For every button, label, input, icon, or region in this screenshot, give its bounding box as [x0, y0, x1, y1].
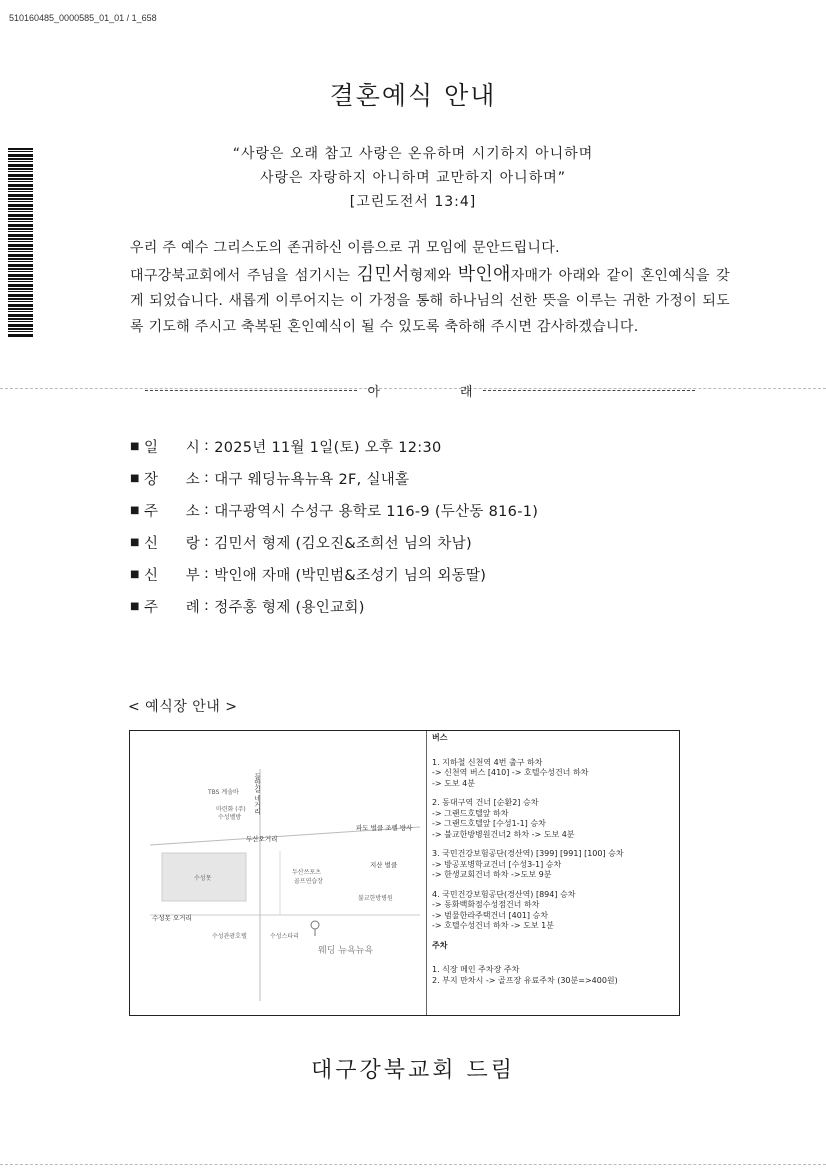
- map-label-park: 두산쓰포츠: [292, 869, 321, 876]
- divider-right: 래: [460, 385, 473, 400]
- map-label-hotel: 수성관광호텔: [212, 933, 247, 940]
- directions-panel: [432, 733, 676, 986]
- map-label-park2: 골프연습장: [294, 878, 323, 885]
- detail-bride: ■ 신 부 : 박인애 자매 (박민범&조성기 님의 외동딸): [130, 558, 730, 590]
- intro-text: [130, 236, 730, 340]
- map-label-hospital: 불교한방병원: [358, 895, 393, 902]
- detail-groom: ■ 신 랑 : 김민서 형제 (김오진&조희선 님의 차남): [130, 526, 730, 558]
- intro-body-start: 대구강북교회에서 주님을 섬기시는: [130, 267, 357, 284]
- parking-heading: 주차: [432, 940, 448, 950]
- bottom-edge-line: [0, 1164, 826, 1165]
- quote-source: [고린도전서 13:4]: [349, 194, 477, 210]
- bullet-icon: ■: [130, 472, 140, 484]
- map-label-lake: 수성못: [194, 875, 212, 882]
- intro-body: [130, 262, 730, 341]
- map-label-venue: 웨딩 뉴욕뉴욕: [318, 946, 374, 956]
- bus-route-3: 3. 국민건강보험공단(경산역) [399] [991] [100] 승차 -> 방공포병학교건너 [수성3-1] 승차 -> 한생교회건너 하차 ->도보 9분: [432, 849, 624, 879]
- bus-route-1: 1. 지하철 신천역 4번 출구 하차 -> 신천역 버스 [410] -> 호텔수성건너 하차 -> 도보 4분: [432, 757, 589, 788]
- quote-line-2: 사랑은 자랑하지 아니하며 교만하지 아니하며”: [259, 170, 566, 186]
- detail-date: ■ 일 시 : 2025년 11월 1일(토) 오후 12:30: [130, 430, 730, 462]
- details-list: [130, 430, 730, 622]
- detail-address: ■ 주 소 : 대구광역시 수성구 용학로 116-9 (두산동 816-1): [130, 494, 730, 526]
- file-id: 510160485_0000585_01_01 / 1_658: [9, 13, 157, 23]
- map-label-road: 들안길 네거리: [253, 773, 261, 815]
- detail-value: 대구광역시 수성구 용학로 116-9 (두산동 816-1): [214, 503, 539, 520]
- page-title: 결혼예식 안내: [329, 81, 497, 110]
- map-label-intersection1: 파도 벌클 조렐 방사: [356, 824, 413, 832]
- map-label-church: 수성스타리: [270, 933, 299, 940]
- bullet-icon: ■: [130, 600, 140, 612]
- map-label-shop2: 마련화 (주): [216, 806, 246, 813]
- parking-list: 1. 식장 메인 주차장 주차 2. 부지 만차시 -> 골프장 유료주차 (30분=>400원): [432, 965, 618, 985]
- detail-place: ■ 장 소 : 대구 웨딩뉴욕뉴욕 2F, 실내홀: [130, 462, 730, 494]
- groom-name: 김민서: [356, 263, 410, 285]
- bus-route-4: 4. 국민건강보험공단(경산역) [894] 승차 -> 동화백화점수성점건너 하차 -> 범물한라주택건너 [401] 승차 -> 호텔수성건너 하차 -> 도보 1분: [432, 889, 576, 930]
- bullet-icon: ■: [130, 536, 140, 548]
- detail-value: 정주홍 형제 (용인교회): [214, 599, 365, 616]
- bullet-icon: ■: [130, 440, 140, 452]
- venue-pin-icon: [311, 921, 319, 929]
- divider-left: 아: [367, 385, 380, 400]
- map-label-shop1: TBS 계솔바: [208, 789, 239, 796]
- intro-body-end: 가 아래와 같이 혼인예식을 갖게 되었습니다. 새롭게 이루어지는 이 가정을 통해 하나님의 선한 뜻을 이루는 귀한 가정이 되도록 기도해 주시고 축복된 혼인예식이 될 수 있도록 축하해 주시면 감사하겠습니다.: [130, 267, 730, 335]
- detail-value: 김민서 형제 (김오진&조희선 님의 차남): [214, 535, 472, 552]
- detail-value: 대구 웨딩뉴욕뉴욕 2F, 실내홀: [214, 471, 410, 488]
- bride-title: 자매: [510, 267, 539, 284]
- intro-greeting: 우리 주 예수 그리스도의 존귀하신 이름으로 귀 모임에 문안드립니다.: [130, 240, 560, 256]
- signature: 대구강북교회 드림: [310, 1058, 515, 1083]
- detail-value: 박인애 자매 (박민범&조성기 님의 외동딸): [214, 567, 487, 584]
- groom-title: 형제와: [409, 267, 458, 284]
- map-roads: [130, 731, 426, 1015]
- venue-guide-box: [129, 730, 680, 1016]
- location-map: [130, 731, 427, 1015]
- detail-value: 2025년 11월 1일(토) 오후 12:30: [214, 439, 442, 456]
- map-label-dusan: 두산오거리: [246, 835, 278, 843]
- bullet-icon: ■: [130, 504, 140, 516]
- map-label-cross: 수성못 오거리: [152, 914, 192, 922]
- bus-heading: 버스: [432, 733, 448, 742]
- map-label-shop3: 수성벨방: [218, 814, 242, 821]
- bride-name: 박인애: [457, 263, 511, 285]
- bullet-icon: ■: [130, 568, 140, 580]
- bus-route-2: 2. 동대구역 건너 [순환2] 승차 -> 그랜드호텔앞 하차 -> 그랜드호텔앞 [수성1-1] 승차 -> 불교한방병원건너2 하차 -> 도보 4분: [432, 798, 575, 839]
- quote-line-1: “사랑은 오래 참고 사랑은 온유하며 시기하지 아니하며: [232, 146, 594, 162]
- detail-officiant: ■ 주 례 : 정주홍 형제 (용인교회): [130, 590, 730, 622]
- venue-heading: < 예식장 안내 >: [128, 699, 238, 715]
- section-divider: [145, 381, 695, 400]
- map-label-intersection2: 지산 벌클: [370, 861, 398, 869]
